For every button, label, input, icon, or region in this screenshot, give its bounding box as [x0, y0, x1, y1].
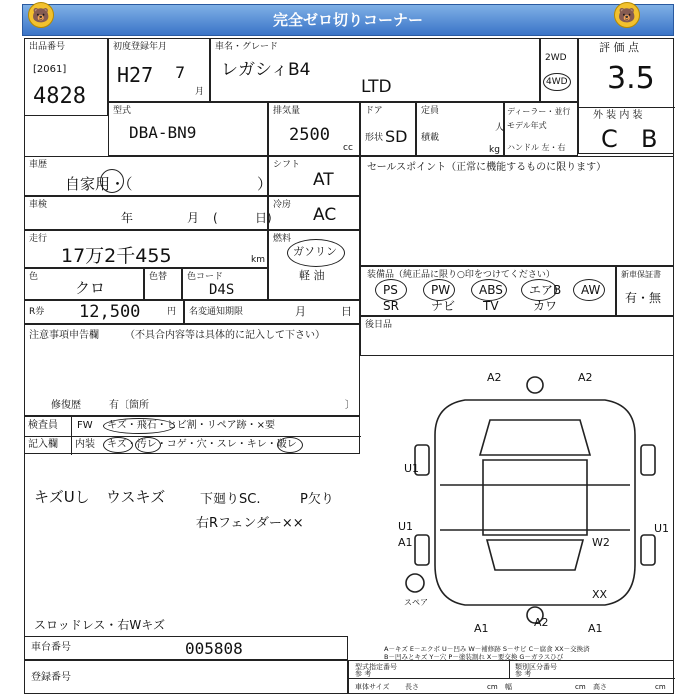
cc-unit: cc — [343, 143, 353, 153]
month-unit: 月 — [195, 87, 205, 97]
first-reg-label: 初度登録年月 — [113, 42, 168, 52]
displacement-box — [268, 102, 360, 156]
history-close: ） — [257, 175, 273, 193]
interior-damage-options: キズ・汚レ・コゲ・穴・スレ・キレ・破レ — [107, 439, 297, 450]
fuel-diesel: 軽 油 — [299, 269, 325, 282]
damage-mark: A2 — [578, 371, 593, 384]
lot-number: 4828 — [33, 84, 86, 109]
damage-mark: W2 — [592, 536, 610, 549]
sales-point-box — [360, 156, 674, 266]
damage-mark: A1 — [588, 622, 603, 635]
color-code-label: 色コード — [187, 272, 224, 282]
equip-abs: ABS — [479, 283, 503, 297]
legend-line2: B－凹みとキズ Y－穴 P－塗装割れ X－要交換 G－ガラスひび — [384, 653, 564, 661]
dealer-box — [504, 102, 578, 156]
equip-airbag: エアB — [529, 283, 562, 297]
divider — [349, 678, 675, 679]
interior-score: B — [641, 125, 658, 153]
car-name: レガシィB4 — [221, 60, 311, 80]
height-label: 高さ — [593, 683, 607, 691]
color-value: クロ — [75, 279, 106, 297]
circle-mark — [375, 279, 407, 301]
capacity-box — [416, 102, 504, 156]
inspector-box — [24, 416, 360, 454]
damage-mark: A1 — [398, 536, 413, 549]
warranty-value: 有・無 — [625, 291, 662, 305]
reference-label: 参 考 — [515, 670, 532, 678]
capacity-unit: 人 — [495, 123, 505, 133]
handwritten-note: スロッドレス・右Wキズ — [34, 618, 166, 632]
door-box — [360, 102, 416, 156]
ac-label: 冷房 — [273, 200, 292, 210]
handwritten-note: ウスキズ — [106, 488, 166, 506]
chassis-number: 005808 — [185, 639, 243, 658]
exterior-score: C — [601, 125, 618, 153]
mileage-value: 17万2千455 — [61, 245, 172, 267]
lot-label: 出品番号 — [29, 42, 66, 52]
color-change-label: 色替 — [149, 272, 168, 282]
damage-mark: A2 — [534, 616, 549, 629]
notice-label: 名変通知期限 — [189, 307, 244, 317]
page-title: 完全ゼロ切りコーナー — [272, 11, 423, 29]
model-value: DBA-BN9 — [129, 123, 197, 142]
length-label: 長さ — [405, 683, 419, 691]
interior-label: 内装 — [75, 439, 95, 450]
ac-box — [268, 196, 360, 230]
reference-label: 参 考 — [355, 670, 372, 678]
model-box — [108, 102, 268, 156]
shape-value: SD — [385, 127, 408, 146]
circle-mark — [573, 279, 605, 301]
rear-label: 後日品 — [365, 320, 393, 330]
handwritten-note: P欠り — [300, 492, 334, 507]
divider — [509, 661, 510, 678]
km-unit: km — [251, 255, 265, 265]
declaration-label: 注意事項申告欄 — [29, 330, 99, 341]
car-grade: LTD — [361, 77, 392, 97]
handwritten-note: 右Rフェンダー×× — [196, 516, 304, 531]
car-diagram — [395, 365, 675, 630]
width-label: 幅 — [505, 683, 512, 691]
bear-mascot-icon: 🐻 — [614, 2, 640, 28]
fuel-label: 燃料 — [273, 234, 292, 244]
displacement-label: 排気量 — [273, 106, 301, 116]
drive-2wd: 2WD — [545, 53, 567, 63]
color-label: 色 — [29, 272, 39, 282]
ext-int-label: 外 装 内 装 — [593, 110, 643, 121]
circle-mark — [135, 437, 161, 453]
load-unit: kg — [489, 145, 500, 155]
handwritten-note: 下廻りSC. — [200, 492, 261, 507]
chassis-label: 車台番号 — [31, 642, 71, 653]
damage-mark: XX — [592, 588, 608, 601]
divider — [579, 107, 675, 108]
legend-line1: A－キズ E－エクボ U－凹み W－補修跡 S－サビ C－腐食 XX－交換済 — [384, 645, 590, 653]
displacement-value: 2500 — [289, 125, 330, 145]
bottom-info-box — [348, 660, 674, 694]
shift-box — [268, 156, 360, 196]
circle-mark — [100, 169, 124, 193]
shift-value: AT — [313, 170, 334, 190]
equip-navi: ナビ — [431, 299, 456, 313]
handle-label: ハンドル 左・右 — [507, 143, 566, 152]
circle-mark — [423, 279, 455, 301]
inspection-box — [24, 196, 272, 230]
first-reg-year: H27 — [117, 63, 154, 87]
ac-value: AC — [313, 205, 337, 225]
handwritten-note: キズUし — [34, 488, 90, 506]
equip-ps: PS — [383, 283, 398, 297]
model-label: 型式 — [113, 106, 132, 116]
damage-mark: U1 — [404, 462, 420, 475]
equip-leather: カワ — [533, 299, 558, 313]
circle-mark — [103, 437, 133, 453]
registration-label: 登録番号 — [31, 672, 71, 683]
inspection-year: 年 — [121, 211, 134, 225]
recycle-box — [24, 300, 184, 324]
color-code: D4S — [209, 282, 235, 298]
chassis-box — [24, 636, 348, 660]
declaration-note: （不具合内容等は具体的に記入して下さい） — [125, 330, 325, 341]
recycle-value: 12,500 — [79, 302, 141, 322]
score-label: 評 価 点 — [599, 41, 639, 54]
score-value: 3.5 — [607, 61, 655, 96]
repair-close: 〕 — [345, 400, 355, 411]
history-box — [24, 156, 273, 196]
type-number-label: 型式指定番号 — [355, 663, 397, 671]
header-banner — [22, 4, 674, 36]
entry-label: 記入欄 — [28, 439, 58, 450]
lot-box — [24, 38, 108, 116]
lot-sub: [2061] — [33, 64, 67, 75]
history-label: 車歴 — [29, 160, 48, 170]
circle-mark — [277, 437, 303, 453]
damage-mark: A2 — [487, 371, 502, 384]
warranty-label: 新車保証書 — [621, 270, 661, 279]
equip-aw: AW — [581, 283, 601, 297]
damage-mark: U1 — [398, 520, 414, 533]
shape-label: 形状 — [365, 133, 384, 143]
door-label: ドア — [365, 106, 383, 116]
damage-mark: U1 — [654, 522, 670, 535]
equip-sr: SR — [383, 299, 399, 313]
load-label: 積載 — [421, 133, 440, 143]
notice-month: 月 — [295, 305, 306, 318]
equipment-label: 装備品（純正品に限り○印をつけてください） — [367, 270, 555, 280]
dealer-label: ディーラー・並行 — [507, 107, 571, 116]
cm-unit: cm — [655, 683, 666, 691]
registration-box — [24, 660, 348, 694]
circle-mark — [287, 239, 345, 267]
equip-tv: TV — [483, 299, 499, 313]
color-code-box — [182, 268, 268, 300]
capacity-label: 定員 — [421, 106, 440, 116]
notice-box — [184, 300, 360, 324]
inspection-day-open: ( — [213, 211, 218, 225]
repair-value: 有〔箇所 — [109, 400, 149, 411]
divider — [25, 436, 361, 437]
inspection-month: 月 — [187, 211, 200, 225]
color-box — [24, 268, 144, 300]
cm-unit: cm — [575, 683, 586, 691]
fw-label: FW — [77, 420, 93, 431]
cm-unit: cm — [487, 683, 498, 691]
warranty-box — [616, 266, 674, 316]
inspection-day: 日) — [255, 211, 272, 225]
equipment-box — [360, 266, 616, 316]
drive-4wd: 4WD — [543, 73, 571, 91]
repair-label: 修復歴 — [51, 400, 81, 411]
size-label: 車体サイズ — [355, 683, 390, 691]
exterior-damage-options: キズ・飛石・ヒビ割・リペア跡・×要 — [107, 420, 275, 431]
car-name-label: 車名・グレード — [215, 42, 279, 52]
fuel-gasoline: ガソリン — [293, 245, 337, 258]
class-number-label: 類別区分番号 — [515, 663, 557, 671]
rear-box — [360, 316, 674, 356]
score-box — [578, 38, 674, 154]
car-name-box — [210, 38, 540, 102]
circle-mark — [521, 279, 557, 301]
bear-mascot-icon: 🐻 — [28, 2, 54, 28]
sales-point-label: セールスポイント（正常に機能するものに限ります） — [367, 162, 607, 173]
notice-day: 日 — [341, 305, 352, 318]
fuel-box — [268, 230, 360, 300]
yen-unit: 円 — [167, 307, 177, 317]
equip-pw: PW — [431, 283, 451, 297]
drive-box — [540, 38, 578, 102]
model-year-label: モデル年式 — [507, 121, 547, 130]
mileage-label: 走行 — [29, 234, 48, 244]
history-value: 自家用・（ — [65, 175, 133, 193]
first-reg-month: 7 — [175, 63, 186, 82]
mileage-box — [24, 230, 268, 268]
inspector-label: 検査員 — [28, 420, 58, 431]
circle-mark — [471, 279, 507, 301]
first-reg-box — [108, 38, 210, 102]
circle-mark — [103, 418, 175, 434]
inspection-label: 車検 — [29, 200, 48, 210]
declaration-box — [24, 324, 360, 416]
damage-mark: A1 — [474, 622, 489, 635]
color-change-box — [144, 268, 182, 300]
recycle-label: R券 — [29, 307, 45, 317]
spare-label: スペア — [404, 598, 428, 607]
shift-label: シフト — [273, 160, 301, 170]
